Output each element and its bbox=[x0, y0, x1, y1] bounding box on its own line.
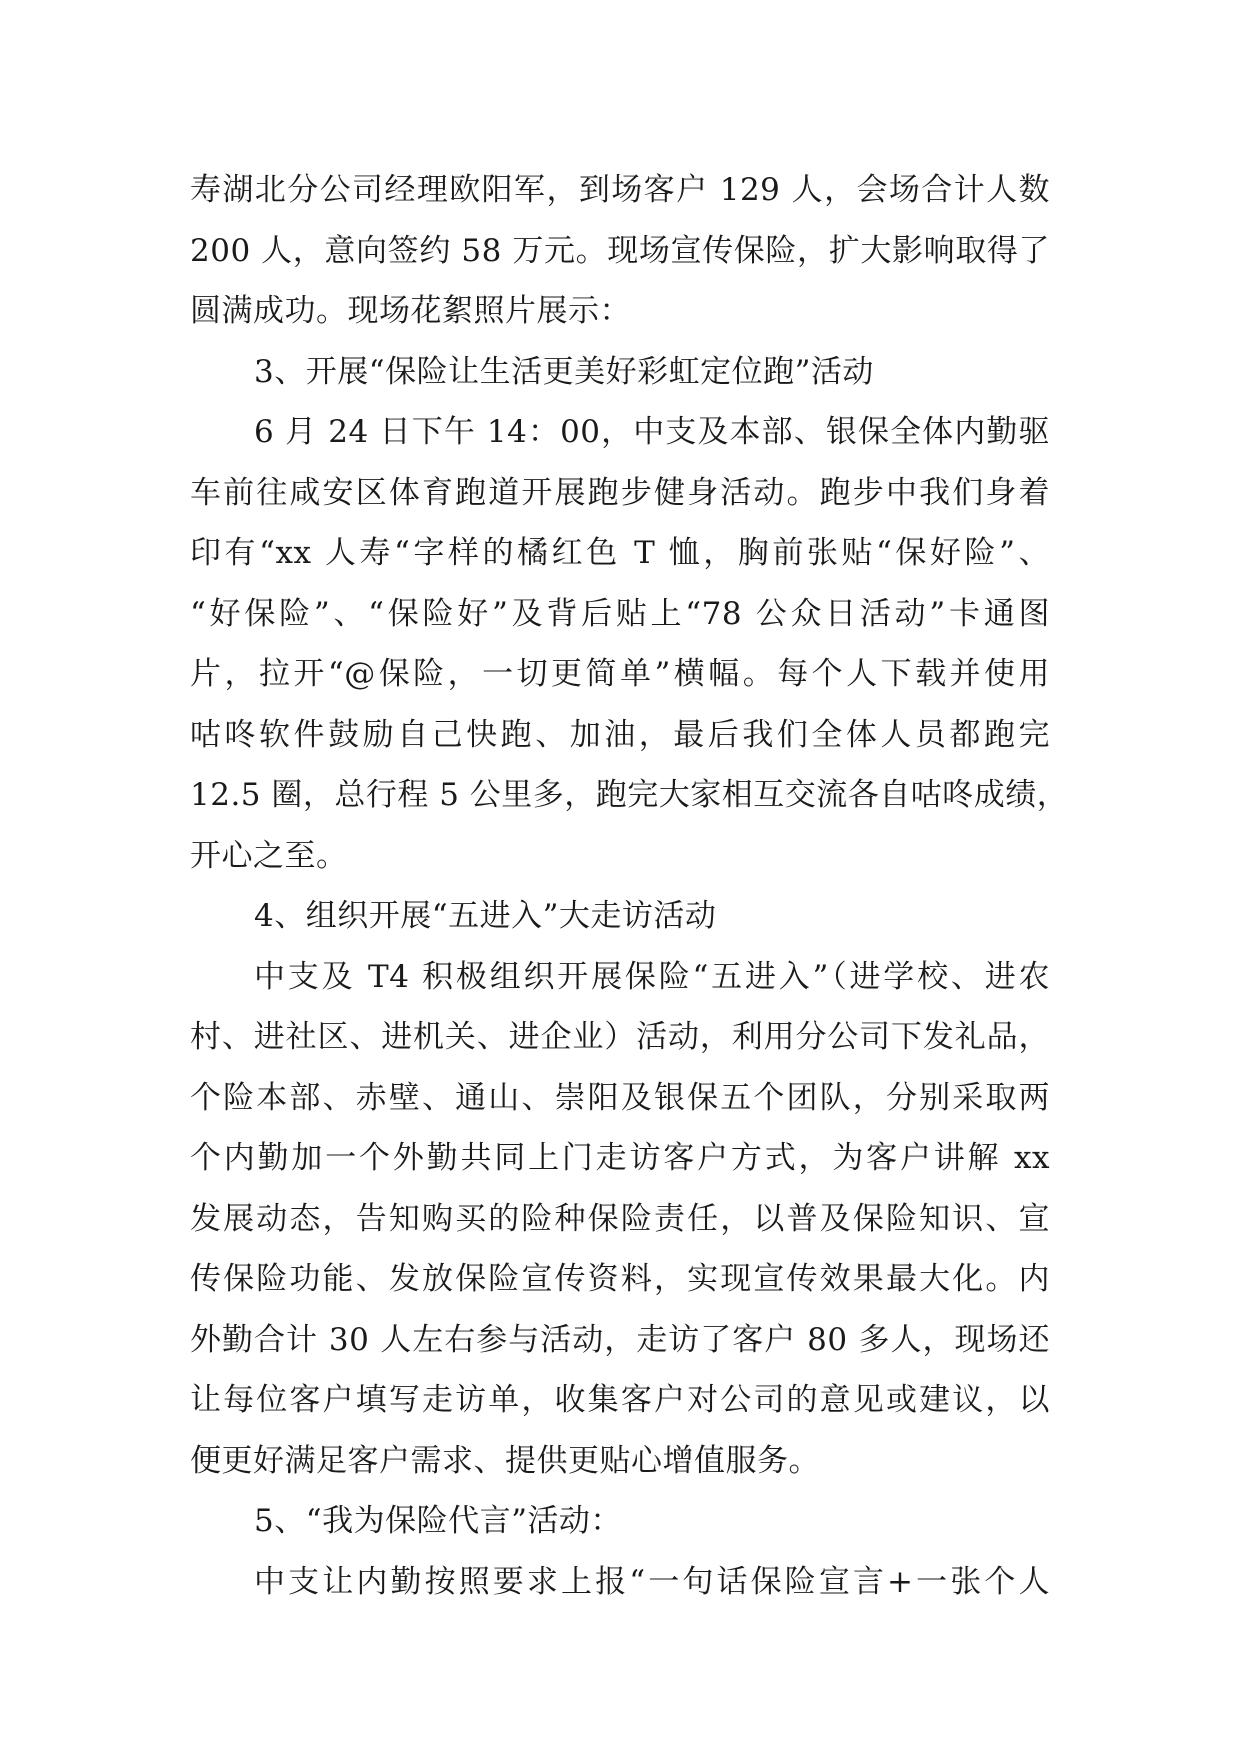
text-line: 圆满成功。现场花絮照片展示： bbox=[190, 293, 631, 329]
text-line: 让每位客户填写走访单，收集客户对公司的意见或建议，以 bbox=[190, 1382, 1050, 1418]
text-line: 发展动态，告知购买的险种保险责任，以普及保险知识、宣 bbox=[190, 1200, 1050, 1237]
text-line: 12.5 圈，总行程 5 公里多，跑完大家相互交流各自咕咚成绩， bbox=[190, 777, 1069, 813]
text-line: 印有“xx 人寿“字样的橘红色 T 恤，胸前张贴“保好险”、 bbox=[190, 535, 1050, 571]
text-line: “好保险”、“保险好”及背后贴上“78 公众日活动”卡通图 bbox=[190, 595, 1050, 632]
text-line: 外勤合计 30 人左右参与活动，走访了客户 80 多人，现场还 bbox=[190, 1321, 1050, 1358]
text-line: 寿湖北分公司经理欧阳军，到场客户 129 人，会场合计人数 bbox=[190, 172, 1050, 208]
text-line: 5、“我为保险代言”活动： bbox=[254, 1503, 622, 1539]
text-line: 个内勤加一个外勤共同上门走访客户方式，为客户讲解 xx bbox=[190, 1140, 1050, 1176]
text-line: 便更好满足客户需求、提供更贴心增值服务。 bbox=[190, 1442, 820, 1479]
text-line: 车前往咸安区体育跑道开展跑步健身活动。跑步中我们身着 bbox=[190, 474, 1050, 511]
text-line: 3、开展“保险让生活更美好彩虹定位跑”活动 bbox=[254, 353, 874, 390]
text-line: 6 月 24 日下午 14：00，中支及本部、银保全体内勤驱 bbox=[254, 414, 1050, 450]
document-page bbox=[190, 160, 1069, 1612]
text-line: 中支及 T4 积极组织开展保险“五进入”（进学校、进农 bbox=[254, 958, 1050, 995]
text-line: 个险本部、赤壁、通山、崇阳及银保五个团队，分别采取两 bbox=[190, 1079, 1050, 1116]
text-line: 4、组织开展“五进入”大走访活动 bbox=[254, 898, 717, 934]
text-line: 片，拉开“@保险，一切更简单”横幅。每个人下载并使用 bbox=[190, 656, 1050, 692]
text-line: 中支让内勤按照要求上报“一句话保险宣言+一张个人 bbox=[254, 1563, 1050, 1600]
text-line: 村、进社区、进机关、进企业）活动，利用分公司下发礼品， bbox=[190, 1019, 1050, 1055]
text-line: 传保险功能、发放保险宣传资料，实现宣传效果最大化。内 bbox=[190, 1261, 1050, 1297]
text-line: 开心之至。 bbox=[190, 837, 348, 874]
text-line: 咕咚软件鼓励自己快跑、加油，最后我们全体人员都跑完 bbox=[190, 716, 1050, 753]
text-line: 200 人，意向签约 58 万元。现场宣传保险，扩大影响取得了 bbox=[190, 232, 1050, 269]
